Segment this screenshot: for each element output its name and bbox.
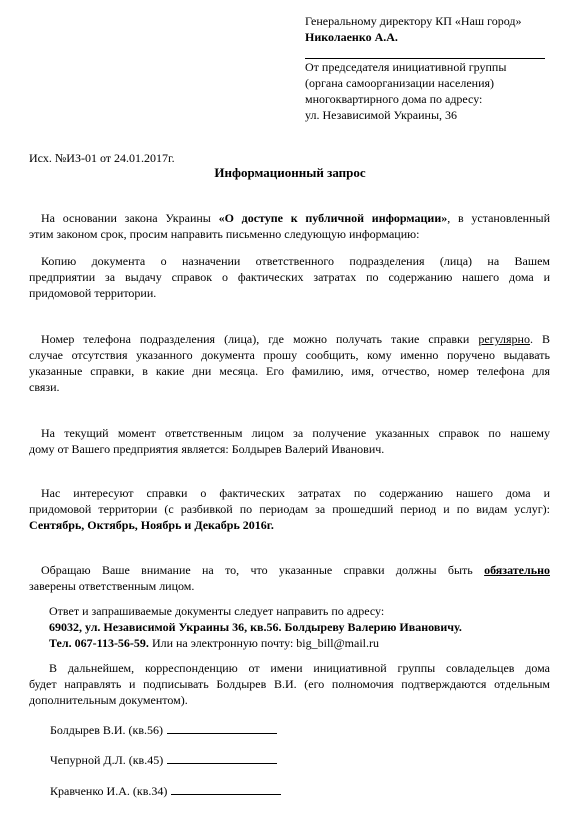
p5-line-2: придомовой территории (с разбивкой по периодам за прошедший период и по видам услуг): [29, 502, 550, 516]
signature-line [171, 783, 281, 795]
addressee-block [305, 13, 570, 45]
p3-text-a: Номер телефона подразделения (лица), где можно получать такие справки [41, 332, 479, 346]
p5-line-1: Нас интересуют справки о фактических затратах по содержанию нашего дома и [41, 486, 550, 500]
signature-row [50, 752, 277, 768]
p3-text-c: . В [529, 332, 550, 346]
p3-line-2: случае отсутствия указанного документа прошу сообщить, кому именно поручено выдавать [29, 348, 550, 362]
sender-line-2: (органа самоорганизации населения) [305, 76, 495, 90]
p6-mandatory-word: обязательно [484, 563, 550, 577]
p2-line-2: предприятии за выдачу справок о фактических затратах по содержанию нашего дома и [29, 270, 550, 284]
signatory-name: Болдырев В.И. (кв.56) [50, 723, 164, 737]
signature-row [50, 722, 277, 738]
paragraph-request-document [29, 253, 550, 301]
p6-line-2: заверены ответственным лицом. [29, 579, 195, 593]
p7-postal-address: 69032, ул. Независимой Украины 36, кв.56. Болдыреву Валерию Ивановичу. [49, 620, 462, 634]
paragraph-responsible-person [29, 425, 550, 457]
p1-text-a: На основании закона Украины [41, 211, 219, 225]
paragraph-request-phone [29, 331, 550, 395]
p7-phone: Тел. 067-113-56-59. [49, 636, 149, 650]
signatory-name: Кравченко И.А. (кв.34) [50, 784, 168, 798]
p3-line-3: указанные справки, в какие дни месяца. Его фамилию, имя, отчество, номер телефона для [29, 364, 550, 378]
p1-line-2: этим законом срок, просим направить письменно следующую информацию: [29, 227, 420, 241]
sender-block [305, 59, 565, 123]
p4-line-1: На текущий момент ответственным лицом за получение указанных справок по нашему [41, 426, 550, 440]
p4-line-2: дому от Вашего предприятия является: Болдырев Валерий Иванович. [29, 442, 385, 456]
p7-line-1: Ответ и запрашиваемые документы следует направить по адресу: [49, 604, 385, 618]
sender-line-4: ул. Независимой Украины, 36 [305, 108, 458, 122]
document-title: Информационный запрос [214, 165, 366, 180]
paragraph-certification [29, 562, 550, 594]
p7-email-text: Или на электронную почту: big_bill@mail.ru [148, 636, 379, 650]
addressee-position: Генеральному директору КП «Наш город» [305, 14, 522, 28]
paragraph-requested-statements [29, 485, 550, 533]
p8-line-1: В дальнейшем, корреспонденцию от имени инициативной группы совладельцев дома [49, 661, 550, 675]
paragraph-correspondence [29, 660, 550, 708]
signature-line [167, 752, 277, 764]
p2-line-1: Копию документа о назначении ответственного подразделения (лица) на Вашем [41, 254, 550, 268]
p1-law-name: «О доступе к публичной информации» [218, 211, 448, 225]
sender-line-3: многоквартирного дома по адресу: [305, 92, 483, 106]
p2-line-3: придомовой территории. [29, 286, 157, 300]
p6-text-a: Обращаю Ваше внимание на то, что указанные справки должны быть [41, 563, 485, 577]
p1-text-c: , в установленный [447, 211, 550, 225]
outgoing-reference: Исх. №ИЗ-01 от 24.01.2017г. [29, 151, 175, 165]
addressee-name: Николаенко А.А. [305, 30, 398, 44]
sender-line-1: От председателя инициативной группы [305, 60, 507, 74]
p3-line-4: связи. [29, 380, 60, 394]
p3-underlined-word: регулярно [478, 332, 530, 346]
paragraph-legal-basis [29, 210, 550, 242]
signature-row [50, 783, 281, 799]
p8-line-2: будет направлять и подписывать Болдырев В.И. (его полномочия подтверждаются отдельным [29, 677, 550, 691]
p5-months: Сентябрь, Октябрь, Ноябрь и Декабрь 2016г. [29, 518, 274, 532]
p8-line-3: дополнительным документом). [29, 693, 188, 707]
paragraph-reply-address [29, 603, 550, 651]
signatory-name: Чепурной Д.Л. (кв.45) [50, 753, 164, 767]
signature-line [167, 722, 277, 734]
